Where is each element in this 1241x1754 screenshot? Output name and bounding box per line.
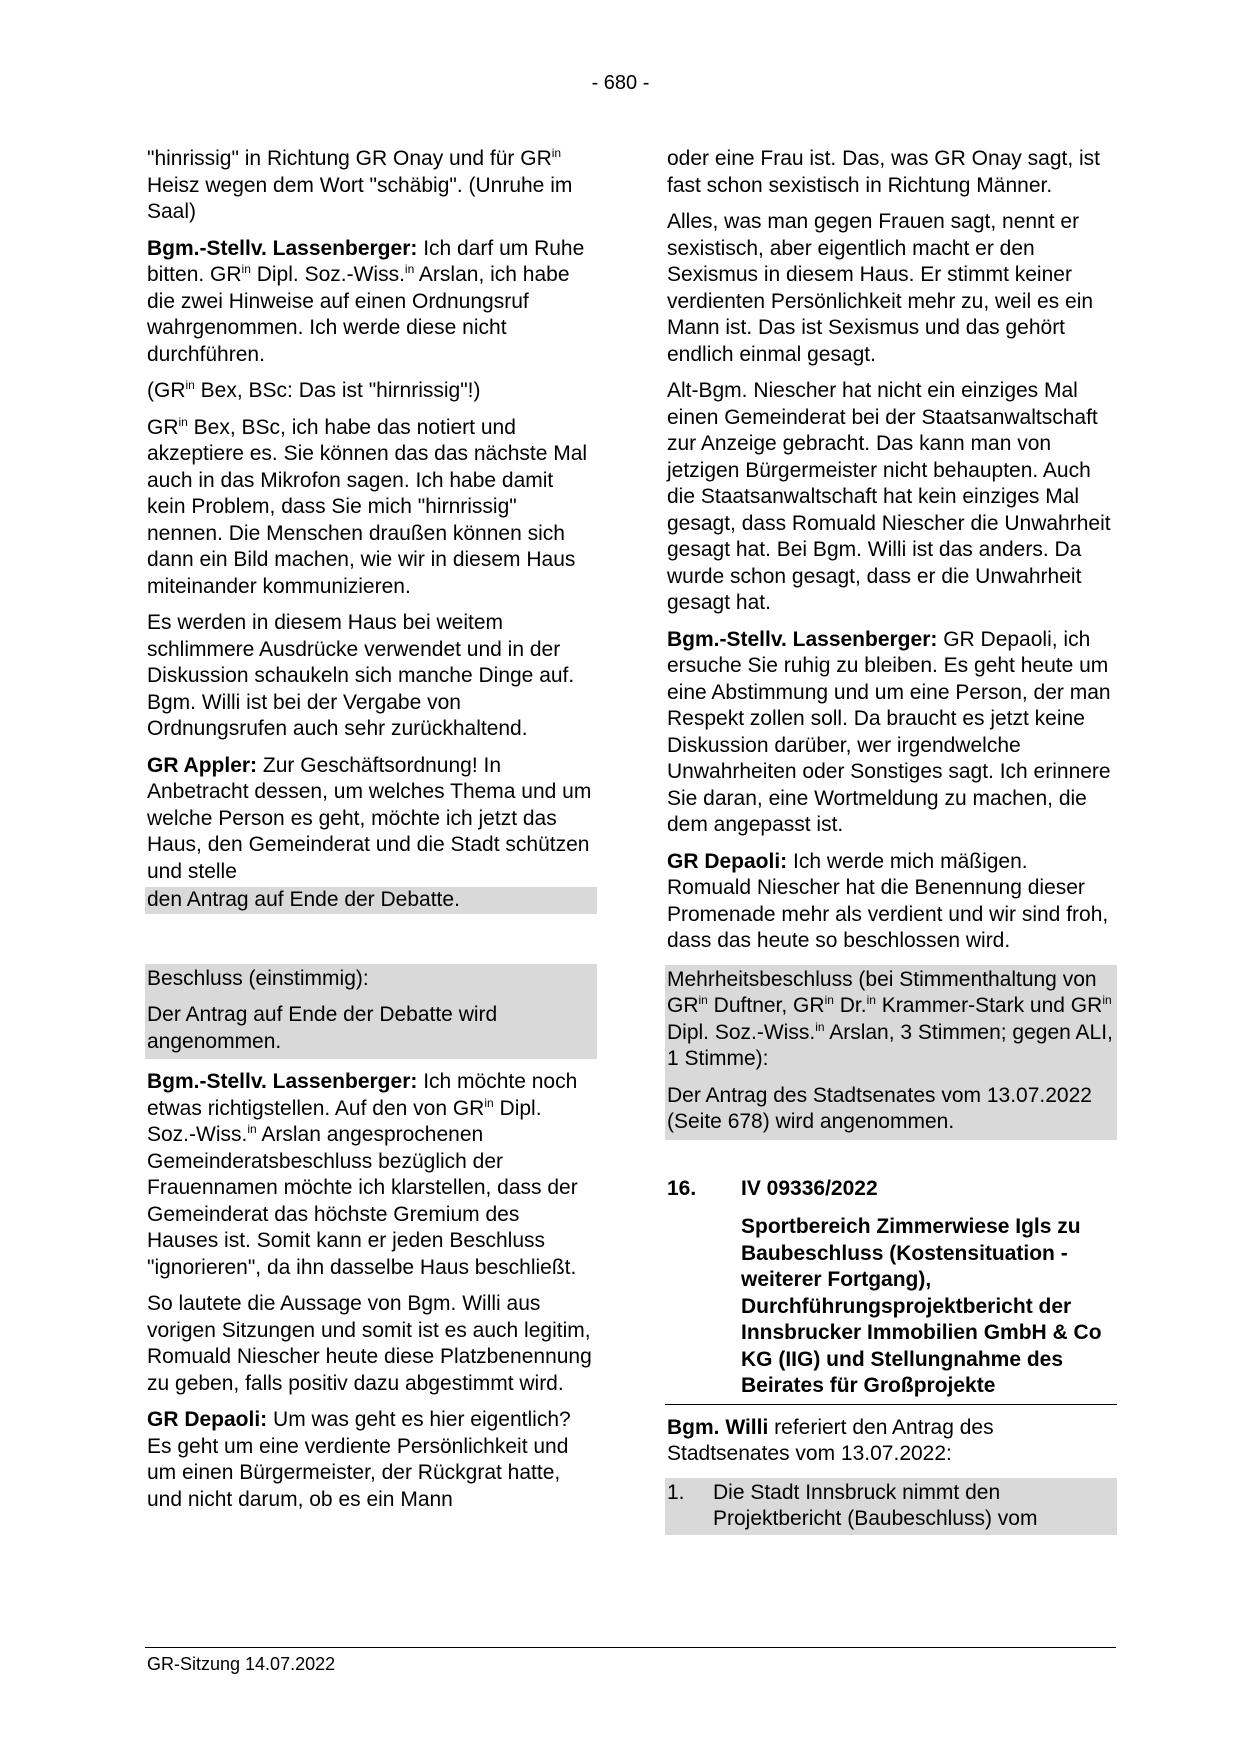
paragraph: "hinrissig" in Richtung GR Onay und für $GR^{in}$ Heisz wegen dem Wort "schäbig". (Unruhe im Saal) [147, 146, 573, 223]
paragraph: So lautete die Aussage von Bgm. Willi aus vorigen Sitzungen und somit ist es auch legitim, Romuald Niescher heute diese Platzbenennung zu geben, falls positiv dazu abgestimmt wird. [147, 1292, 592, 1395]
interjection: ($GR^{in}$ Bex, BSc: Das ist "hirnrissig"!) [147, 378, 481, 402]
speaker-name: Bgm.-Stellv. Lassenberger: [147, 1070, 418, 1093]
paragraph: $GR^{in}$ Bex, BSc, ich habe das notiert und akzeptiere es. Sie können das das nächste Mal auch in das Mikrofon sagen. Ich habe damit kein Problem, dass Sie mich "hirnrissig" nennen. Die Menschen draußen können sich dann ein Bild machen, wie wir in diesem Haus miteinander kommunizieren. [147, 414, 588, 598]
resolution-text: Der Antrag auf Ende der Debatte wird angenommen. [147, 1003, 498, 1053]
agenda-item-title: Sportbereich Zimmerwiese Igls zu Baubeschluss (Kostensituation - weiterer Fortgang), Durchführungsprojektbericht der Innsbrucker Immobilien GmbH & Co KG (IIG) und Stellungnahme des Beirates für Großprojekte [741, 1215, 1102, 1397]
speech-appler: GR Appler: Zur Geschäftsordnung! In Anbetracht dessen, um welches Thema und um welche Person es geht, möchte ich jetzt das Haus, den Gemeinderat und die Stadt schützen und stelle [147, 753, 592, 883]
vote-text: Mehrheitsbeschluss (bei Stimmenthaltung von $GR^{in}$ Duftner, $GR^{in}$ Dr.$^{in}$ Krammer-Stark und $GR^{in}$ Dipl. Soz.-Wiss.$^{in}$ Arslan, 3 Stimmen; gegen ALI, 1 Stimme): [667, 967, 1113, 1070]
right-column [665, 146, 1117, 1535]
speech-lassenberger: Bgm.-Stellv. Lassenberger: Ich möchte noch etwas richtigstellen. Auf den von $GR^{in}$ Dipl. Soz.-Wiss.$^{in}$ Arslan angesprochenen Gemeinderatsbeschluss bezüglich der Frauennamen möchte ich klarstellen, dass der Gemeinderat das höchste Gremium des Hauses ist. Somit kann er jeden Beschluss "ignorieren", da ihn dasselbe Haus beschließt. [147, 1070, 578, 1279]
speaker-name: Bgm. Willi [667, 1415, 769, 1439]
vote-result: Der Antrag des Stadtsenates vom 13.07.2022 (Seite 678) wird angenommen. [667, 1083, 1092, 1133]
speaker-name: Bgm.-Stellv. Lassenberger: [667, 627, 938, 651]
speaker-name: Bgm.-Stellv. Lassenberger: [147, 236, 418, 260]
paragraph: Alt-Bgm. Niescher hat nicht ein einziges Mal einen Gemeinderat bei der Staatsanwaltschaft zur Anzeige gebracht. Das kann man von jetzigen Bürgermeister nicht behaupten. Auch die Staatsanwaltschaft hat kein einziges Mal gesagt, dass Romuald Niescher die Unwahrheit gesagt hat. Bei Bgm. Willi ist das anders. Da wurde schon gesagt, dass er die Unwahrheit gesagt hat. [667, 379, 1111, 614]
list-item [665, 1478, 1117, 1535]
vote-box [665, 965, 1117, 1140]
speech-lassenberger: Bgm.-Stellv. Lassenberger: GR Depaoli, ich ersuche Sie ruhig zu bleiben. Es geht heute um eine Abstimmung und um eine Person, der man Respekt zollen soll. Da braucht es jetzt keine Diskussion darüber, wer irgendwelche Unwahrheiten oder Sonstiges sagt. Ich erinnere Sie daran, eine Wortmeldung zu machen, die dem angepasst ist. [667, 627, 1111, 836]
motion-highlight: den Antrag auf Ende der Debatte. [145, 887, 597, 914]
list-number: 1. [667, 1480, 685, 1504]
speech-depaoli: GR Depaoli: Um was geht es hier eigentlich? Es geht um eine verdiente Persönlichkeit und um einen Bürgermeister, der Rückgrat hatte, und nicht darum, ob es ein Mann [147, 1408, 571, 1511]
resolution-title: Beschluss (einstimmig): [147, 966, 369, 990]
section-divider [665, 1404, 1117, 1405]
speaker-name: GR Appler: [147, 753, 258, 777]
page-number: - 680 - [591, 72, 650, 94]
paragraph: Es werden in diesem Haus bei weitem schlimmere Ausdrücke verwendet und in der Diskussion schaukeln sich manche Dinge auf. Bgm. Willi ist bei der Vergabe von Ordnungsrufen auch sehr zurückhaltend. [147, 611, 575, 740]
agenda-item-number: 16. [667, 1176, 697, 1200]
agenda-item-heading [665, 1176, 1117, 1203]
paragraph: oder eine Frau ist. Das, was GR Onay sagt, ist fast schon sexistisch in Richtung Männer. [667, 147, 1101, 197]
speech-willi: Bgm. Willi referiert den Antrag des Stadtsenates vom 13.07.2022: [667, 1415, 994, 1465]
resolution-box [145, 964, 597, 1060]
speaker-name: GR Depaoli: [147, 1408, 268, 1431]
footer-text: GR-Sitzung 14.07.2022 [147, 1654, 336, 1674]
paragraph: Alles, was man gegen Frauen sagt, nennt er sexistisch, aber eigentlich macht er den Sexismus in diesem Haus. Er stimmt keiner verdienten Persönlichkeit mehr zu, weil es ein Mann ist. Das ist Sexismus und das gehört endlich einmal gesagt. [667, 210, 1094, 366]
left-column [145, 146, 597, 1523]
speech-lassenberger: Bgm.-Stellv. Lassenberger: Ich darf um Ruhe bitten. $GR^{in}$ Dipl. Soz.-Wiss.$^{in}$ Arslan, ich habe die zwei Hinweise auf einen Ordnungsruf wahrgenommen. Ich werde diese nicht durchführen. [147, 236, 585, 366]
footer-divider [145, 1647, 1116, 1648]
list-text: Die Stadt Innsbruck nimmt den Projektbericht (Baubeschluss) vom [713, 1480, 1038, 1530]
agenda-item-code: IV 09336/2022 [741, 1176, 878, 1200]
speaker-name: GR Depaoli: [667, 849, 788, 873]
speech-depaoli: GR Depaoli: Ich werde mich mäßigen. Romuald Niescher hat die Benennung dieser Promenade mehr als verdient und wir sind froh, dass das heute so beschlossen wird. [667, 849, 1109, 952]
